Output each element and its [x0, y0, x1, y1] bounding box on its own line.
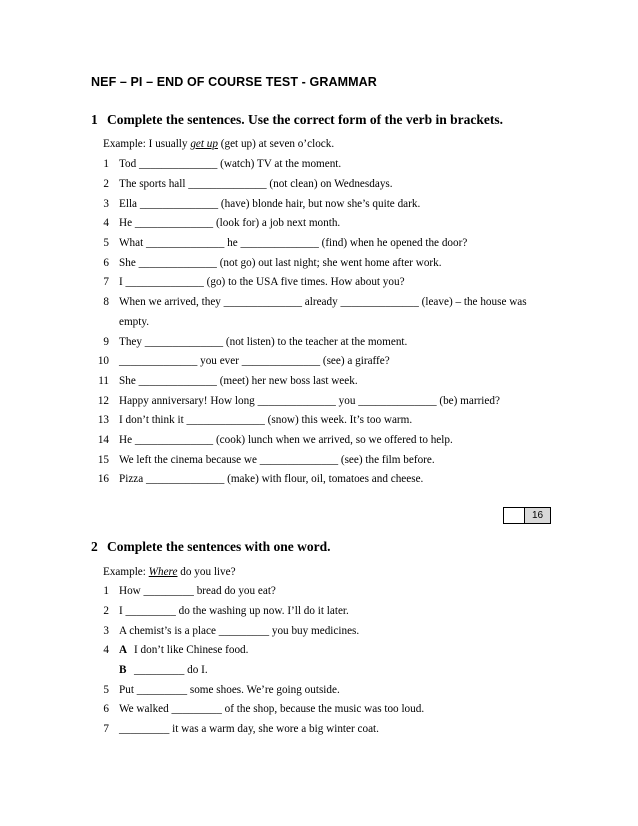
question-number: 3	[103, 625, 109, 637]
score-box	[503, 507, 551, 524]
question-number: 11	[98, 375, 109, 387]
question-text: Tod ______________ (watch) TV at the moment.	[119, 158, 342, 170]
question-number: 9	[103, 336, 109, 348]
question-number: 2	[103, 178, 109, 190]
example-prefix: Example: I usually	[103, 138, 191, 150]
speaker-a-text: I don’t like Chinese food.	[134, 644, 249, 656]
question-number: 4	[103, 217, 109, 229]
question-text: When we arrived, they ______________ already ______________ (leave) – the house was	[119, 296, 527, 308]
question-number: 14	[97, 434, 109, 446]
question-number: 1	[103, 158, 109, 170]
question-number: 3	[103, 198, 109, 210]
example-prefix: Example:	[103, 566, 149, 578]
question-text: How _________ bread do you eat?	[119, 585, 276, 597]
question-text: Pizza ______________ (make) with flour, oil, tomatoes and cheese.	[119, 473, 424, 485]
question-number: 8	[103, 296, 109, 308]
question-number: 13	[97, 414, 109, 426]
example-sentence	[103, 138, 334, 150]
question-text: He ______________ (cook) lunch when we arrived, so we offered to help.	[119, 434, 453, 446]
question-text: She ______________ (meet) her new boss last week.	[119, 375, 358, 387]
question-text: Put _________ some shoes. We’re going outside.	[119, 684, 340, 696]
example-sentence	[103, 566, 236, 578]
question-number: 15	[97, 454, 109, 466]
section-instruction: Complete the sentences with one word.	[107, 539, 331, 554]
example-answer: get up	[190, 138, 218, 150]
example-suffix: (get up) at seven o’clock.	[217, 138, 335, 150]
question-text: She ______________ (not go) out last night; she went home after work.	[119, 257, 442, 269]
question-text: We walked _________ of the shop, because the music was too loud.	[119, 703, 425, 715]
example-suffix: do you live?	[177, 566, 236, 578]
question-number: 6	[103, 703, 109, 715]
question-number: 1	[103, 585, 109, 597]
speaker-b-label: B	[119, 664, 127, 676]
score-total: 16	[525, 508, 550, 523]
question-number: 5	[103, 684, 109, 696]
question-number: 12	[97, 395, 109, 407]
question-text: What ______________ he ______________ (find) when he opened the door?	[119, 237, 468, 249]
question-text: I _________ do the washing up now. I’ll do it later.	[119, 605, 349, 617]
example-answer: Where	[148, 566, 178, 578]
question-text: I don’t think it ______________ (snow) this week. It’s too warm.	[119, 414, 413, 426]
question-text: ______________ you ever ______________ (see) a giraffe?	[119, 355, 390, 367]
question-text: Ella ______________ (have) blonde hair, but now she’s quite dark.	[119, 198, 421, 210]
question-text: They ______________ (not listen) to the teacher at the moment.	[119, 336, 408, 348]
speaker-b-text: _________ do I.	[134, 664, 208, 676]
section-instruction: Complete the sentences. Use the correct form of the verb in brackets.	[107, 112, 504, 127]
page-title: NEF – PI – END OF COURSE TEST - GRAMMAR	[91, 75, 377, 89]
section-2-heading	[91, 539, 330, 555]
question-number: 5	[103, 237, 109, 249]
speaker-a-label: A	[119, 644, 128, 656]
question-number: 7	[103, 276, 109, 288]
question-number: 7	[103, 723, 109, 735]
question-text: A chemist’s is a place _________ you buy medicines.	[119, 625, 360, 637]
question-number: 2	[103, 605, 109, 617]
question-text: _________ it was a warm day, she wore a big winter coat.	[119, 723, 379, 735]
question-text: He ______________ (look for) a job next month.	[119, 217, 341, 229]
question-text-continued: empty.	[119, 316, 150, 328]
section-number: 1	[91, 112, 98, 127]
question-number: 10	[97, 355, 109, 367]
question-text: Happy anniversary! How long ______________ you ______________ (be) married?	[119, 395, 500, 407]
section-1-heading	[91, 112, 503, 128]
question-number: 4	[103, 644, 109, 656]
question-text: I ______________ (go) to the USA five times. How about you?	[119, 276, 405, 288]
question-text: We left the cinema because we ______________ (see) the film before.	[119, 454, 435, 466]
section-number: 2	[91, 539, 98, 554]
score-field[interactable]	[504, 508, 525, 523]
question-number: 16	[97, 473, 109, 485]
question-number: 6	[103, 257, 109, 269]
question-text: The sports hall ______________ (not clean) on Wednesdays.	[119, 178, 393, 190]
